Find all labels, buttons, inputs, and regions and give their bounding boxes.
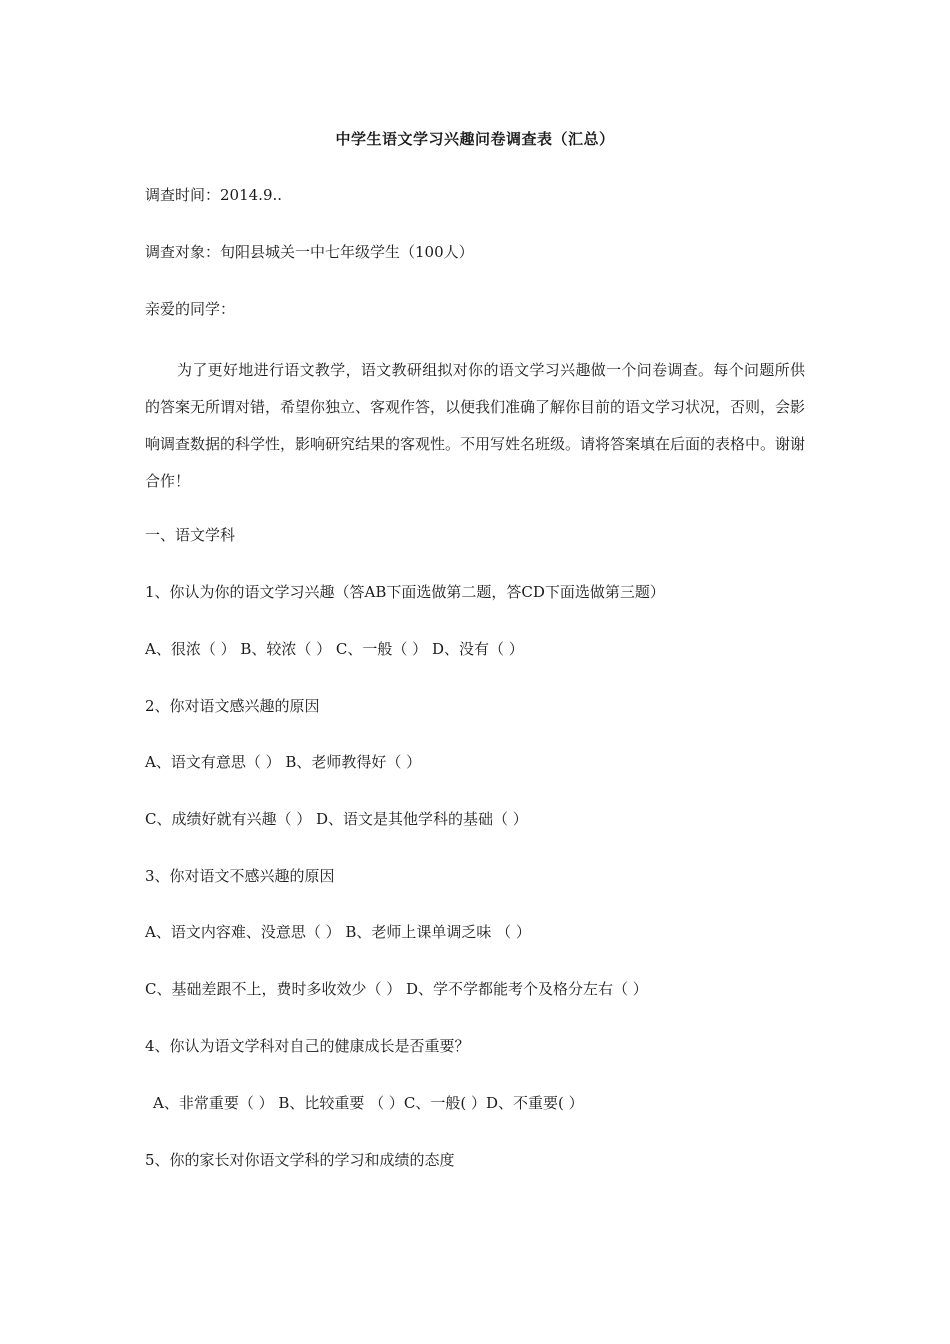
greeting: 亲爱的同学： — [145, 300, 236, 318]
question-3-options-2: C、基础差跟不上，费时多收效少（ ） D、学不学都能考个及格分左右（ ） — [145, 980, 648, 998]
survey-time: 调查时间：2014.9.. — [145, 186, 283, 204]
question-3: 3、你对语文不感兴趣的原因 — [145, 867, 335, 885]
question-3-options-1: A、语文内容难、没意思（ ） B、老师上课单调乏味 （ ） — [145, 923, 531, 941]
question-4: 4、你认为语文学科对自己的健康成长是否重要？ — [145, 1037, 470, 1055]
question-4-options: A、非常重要（ ） B、比较重要 （ ）C、一般( ）D、不重要( ） — [153, 1094, 584, 1112]
question-5: 5、你的家长对你语文学科的学习和成绩的态度 — [145, 1151, 455, 1169]
question-1-options: A、很浓（ ） B、较浓（ ） C、一般（ ） D、没有（ ） — [145, 640, 524, 658]
document-title: 中学生语文学习兴趣问卷调查表（汇总） — [335, 130, 615, 148]
question-2-options-1: A、语文有意思（ ） B、老师教得好（ ） — [145, 753, 422, 771]
survey-target: 调查对象：旬阳县城关一中七年级学生（100人） — [145, 243, 474, 261]
section-heading: 一、语文学科 — [145, 526, 236, 544]
question-2-options-2: C、成绩好就有兴趣（ ） D、语文是其他学科的基础（ ） — [145, 810, 528, 828]
intro-paragraph: 为了更好地进行语文教学，语文教研组拟对你的语文学习兴趣做一个问卷调查。每个问题所供的答案无所谓对错，希望你独立、客观作答，以便我们准确了解你目前的语文学习状况，否则，会影响调查数据的科学性，影响研究结果的客观性。不用写姓名班级。请将答案填在后面的表格中。谢谢合作！ — [145, 361, 806, 490]
question-1: 1、你认为你的语文学习兴趣（答AB下面选做第二题，答CD下面选做第三题） — [145, 583, 665, 601]
question-2: 2、你对语文感兴趣的原因 — [145, 697, 320, 715]
